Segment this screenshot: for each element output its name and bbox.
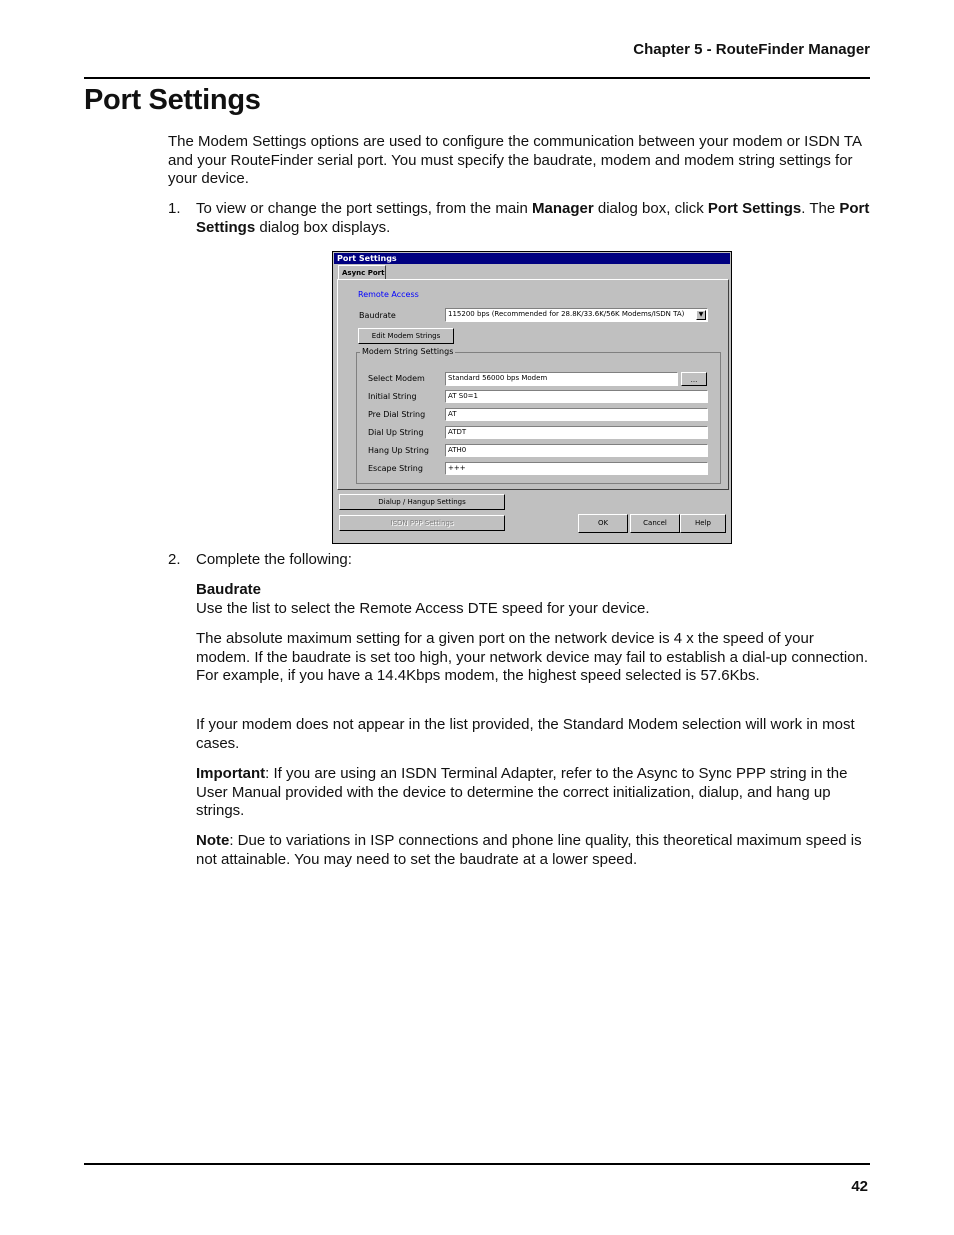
step-2-text: Complete the following:: [196, 551, 352, 568]
header-rule: [84, 77, 870, 79]
initial-string-field[interactable]: AT S0=1: [445, 390, 708, 403]
hang-up-string-label: Hang Up String: [368, 446, 429, 455]
dialup-hangup-settings-button[interactable]: Dialup / Hangup Settings: [339, 494, 505, 510]
port-settings-bold-2: Port Settings: [196, 200, 870, 236]
escape-string-label: Escape String: [368, 464, 423, 473]
intro-paragraph: [168, 133, 872, 189]
page-number: 42: [851, 1178, 868, 1195]
baudrate-dropdown[interactable]: [445, 308, 708, 322]
port-settings-dialog-screenshot: [332, 251, 732, 544]
edit-modem-strings-button[interactable]: Edit Modem Strings: [358, 328, 454, 344]
step-1-text: To view or change the port settings, from the main Manager dialog box, click Port Settings. The Port Settings dialog box displays.: [196, 200, 870, 236]
cancel-button[interactable]: Cancel: [630, 514, 680, 533]
important-paragraph: Important: If you are using an ISDN Terminal Adapter, refer to the Async to Sync PPP string in the User Manual provided with the device to determine the correct initialization, dialup, and hang up strings.: [196, 765, 848, 819]
isdn-ppp-settings-button[interactable]: ISDN PPP Settings: [339, 515, 505, 531]
hang-up-string-field[interactable]: ATH0: [445, 444, 708, 457]
note-paragraph: Note: Due to variations in ISP connections and phone line quality, this theoretical maximum speed is not attainable. You may need to set the baudrate at a lower speed.: [196, 832, 862, 868]
dial-up-string-field[interactable]: ATDT: [445, 426, 708, 439]
pre-dial-string-label: Pre Dial String: [368, 410, 426, 419]
group-title: Modem String Settings: [362, 347, 454, 356]
baudrate-value: 115200 bps (Recommended for 28.8K/33.6K/56K Modems/ISDN TA): [448, 310, 685, 318]
chapter-header: Chapter 5 - RouteFinder Manager: [633, 41, 870, 58]
tab-async-port[interactable]: Async Port: [338, 265, 386, 279]
footer-rule: [84, 1163, 870, 1165]
port-settings-bold: Port Settings: [707, 200, 802, 217]
max-setting-paragraph: The absolute maximum setting for a given port on the network device is 4 x the speed of your modem. If the baudrate is set too high, your network device may fail to establish a dial-up connection. For example, if you have a 14.4Kbps modem, the highest speed selected is 57.6Kbs.: [196, 630, 869, 684]
important-label: Important: [196, 765, 266, 782]
step-2-number: 2.: [168, 551, 181, 568]
help-button[interactable]: Help: [680, 514, 726, 533]
note-label: Note: [196, 832, 230, 849]
baudrate-heading: Baudrate: [196, 581, 262, 598]
manager-bold: Manager: [532, 200, 594, 217]
chevron-down-icon[interactable]: ▼: [696, 310, 706, 320]
dial-up-string-label: Dial Up String: [368, 428, 424, 437]
baudrate-description: Use the list to select the Remote Access DTE speed for your device.: [196, 599, 650, 617]
standard-modem-paragraph: If your modem does not appear in the list provided, the Standard Modem selection will work in most cases.: [196, 716, 855, 752]
baudrate-section: [196, 581, 872, 618]
select-modem-label: Select Modem: [368, 374, 425, 383]
intro-text: The Modem Settings options are used to configure the communication between your modem or ISDN TA and your RouteFinder serial port. You must specify the baudrate, modem and modem string settings for your device.: [168, 133, 862, 187]
page-title: Port Settings: [84, 84, 261, 116]
dialog-titlebar: Port Settings: [334, 253, 730, 264]
step-1-number: 1.: [168, 200, 181, 217]
escape-string-field[interactable]: +++: [445, 462, 708, 475]
remote-access-label: Remote Access: [358, 290, 419, 299]
initial-string-label: Initial String: [368, 392, 417, 401]
select-modem-field[interactable]: Standard 56000 bps Modem: [445, 372, 678, 386]
browse-modem-button[interactable]: ...: [681, 372, 707, 386]
pre-dial-string-field[interactable]: AT: [445, 408, 708, 421]
baudrate-label: Baudrate: [359, 311, 396, 320]
ok-button[interactable]: OK: [578, 514, 628, 533]
